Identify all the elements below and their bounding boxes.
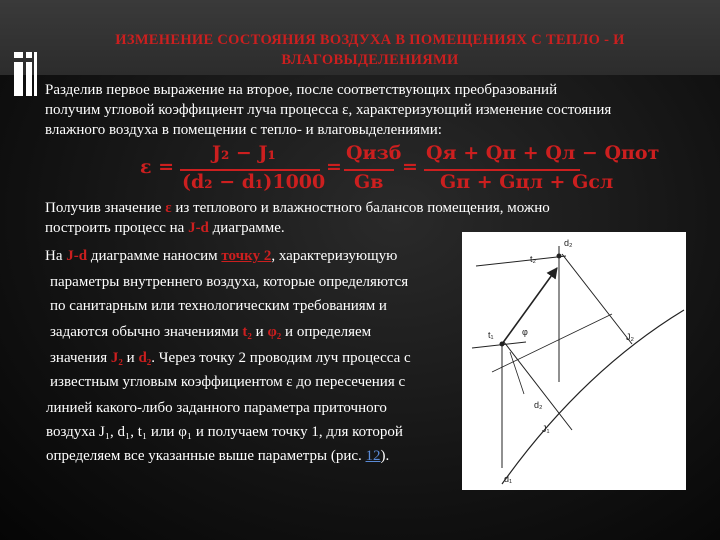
para2-text-c: построить процесс на xyxy=(45,220,189,236)
para3-text-d: задаются обычно значениями xyxy=(50,324,243,340)
para3-line-6: известным угловым коэффициентом ε до пересечения с xyxy=(50,374,406,390)
para3-text-k: ). xyxy=(380,448,390,464)
label-d2-top: d₂ xyxy=(564,238,573,248)
para3-line-8: воздуха J₁, d₁, t₁ или φ₁ и получаем точку 1, для которой xyxy=(46,424,403,440)
para3-text-c: , характеризующую xyxy=(271,248,398,264)
para3-text-a: На xyxy=(45,248,67,264)
para2-text-d: диаграмме. xyxy=(208,220,285,236)
decor-bar-4 xyxy=(26,62,32,96)
label-phi: φ xyxy=(522,327,528,337)
label-d1: d₁ xyxy=(504,474,513,484)
formula-num-1: J₂ − J₁ xyxy=(212,142,276,164)
point-2-term: точку 2 xyxy=(221,248,272,264)
para2-line-2 xyxy=(45,218,285,238)
figure-link[interactable]: 12 xyxy=(365,448,381,464)
para3-text-e: и xyxy=(251,324,268,340)
para3-line-9 xyxy=(46,446,389,466)
decor-bar-1 xyxy=(14,52,23,58)
para2-text-a: Получив значение xyxy=(45,200,166,216)
jd-term: J-d xyxy=(188,220,209,236)
slide-title xyxy=(40,30,700,70)
label-t1: t₁ xyxy=(488,330,494,340)
para2-line-1 xyxy=(45,198,550,218)
para3-text-g: значения xyxy=(50,350,111,366)
para2-text-b: из теплового и влажностного балансов помещения, можно xyxy=(171,200,550,216)
epsilon-formula xyxy=(140,142,700,194)
para3-text-j: определяем все указанные выше параметры (рис. xyxy=(46,448,366,464)
jd-diagram xyxy=(462,232,686,490)
label-j1: J₁ xyxy=(542,424,550,434)
para3-line-2: параметры внутреннего воздуха, которые определяются xyxy=(50,274,409,290)
para3-text-i: . Через точку 2 проводим луч процесса с xyxy=(151,350,411,366)
process-ray xyxy=(502,268,557,344)
formula-lhs: ε = xyxy=(140,156,175,178)
para3-line-5 xyxy=(50,348,411,368)
para3-text-f: и определяем xyxy=(281,324,372,340)
construction-line-1 xyxy=(492,314,612,372)
intro-paragraph xyxy=(45,80,705,140)
decor-bar-3 xyxy=(14,62,23,96)
formula-eq-2: = xyxy=(326,156,342,178)
formula-den-1: (d₂ − d₁)1000 xyxy=(182,171,326,193)
title-line-2: ВЛАГОВЫДЕЛЕНИЯМИ xyxy=(281,52,459,68)
phi2-term: φ₂ xyxy=(267,324,282,340)
para3-line-4 xyxy=(50,322,371,342)
label-dd: d₂ xyxy=(534,400,543,410)
para3-text-b: диаграмме наносим xyxy=(87,248,222,264)
label-t2: t₂ xyxy=(530,254,536,264)
formula-num-2: Qизб xyxy=(346,142,402,164)
formula-den-3: Gп + Gцл + Gсл xyxy=(440,171,614,193)
title-line-1: ИЗМЕНЕНИЕ СОСТОЯНИЯ ВОЗДУХА В ПОМЕЩЕНИЯХ С ТЕПЛО - И xyxy=(115,32,625,48)
formula-eq-3: = xyxy=(402,156,418,178)
t2-line xyxy=(476,256,566,266)
intro-line-3: влажного воздуха в помещении с тепло- и влаговыделениями: xyxy=(45,122,442,138)
epsilon-symbol: ε xyxy=(165,200,172,216)
d2-term: d₂ xyxy=(138,350,152,366)
j1-line xyxy=(504,342,572,430)
intro-line-2: получим угловой коэффициент луча процесса ε, характеризующий изменение состояния xyxy=(45,102,612,118)
formula-den-2: Gв xyxy=(354,171,384,193)
para3-line-7: линией какого-либо заданного параметра приточного xyxy=(46,400,387,416)
decor-bar-5 xyxy=(34,52,37,96)
para3-text-h: и xyxy=(122,350,139,366)
label-j2: J₂ xyxy=(626,332,634,342)
j2-term: J₂ xyxy=(110,350,123,366)
j2-line xyxy=(562,254,632,344)
jd-term-2: J-d xyxy=(66,248,88,264)
intro-line-1: Разделив первое выражение на второе, после соответствующих преобразований xyxy=(45,82,558,98)
para3-line-3: по санитарным или технологическим требованиям и xyxy=(50,298,387,314)
t2-term: t₂ xyxy=(242,324,252,340)
jd-diagram-svg xyxy=(462,232,686,490)
point-1 xyxy=(500,342,505,347)
para3-line-1 xyxy=(45,246,397,266)
t1-line xyxy=(472,342,526,348)
formula-num-3: Qя + Qп + Qл − Qпот xyxy=(426,142,660,164)
point-2 xyxy=(557,254,562,259)
decor-bar-2 xyxy=(26,52,32,58)
phi-curve xyxy=(502,310,684,484)
